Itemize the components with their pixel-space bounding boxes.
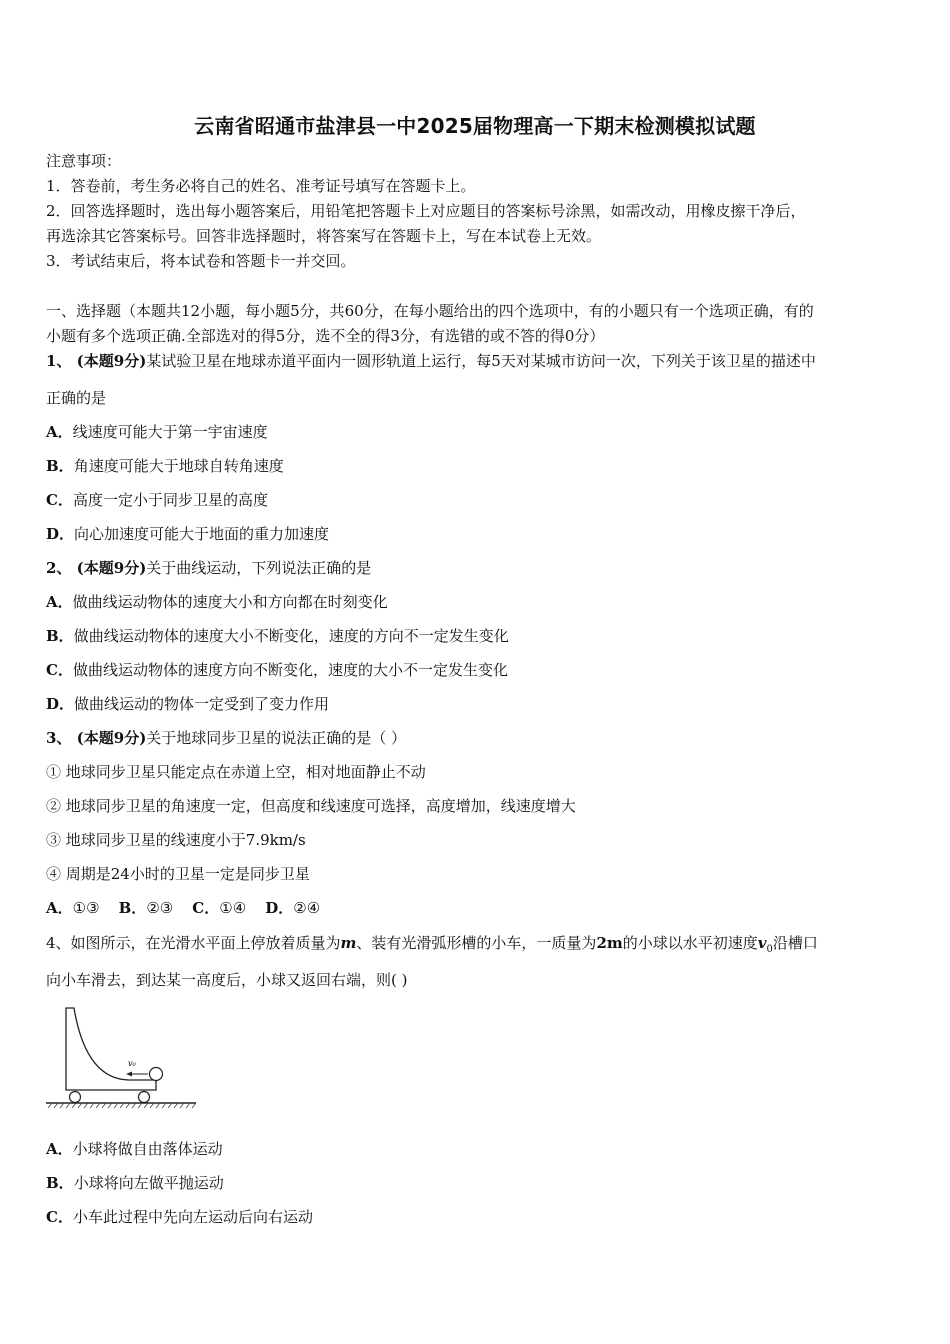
velocity-symbol: v: [757, 934, 767, 952]
option-b: B．小球将向左做平抛运动: [46, 1174, 224, 1192]
question-3-text: 关于地球同步卫星的说法正确的是（ ）: [146, 729, 407, 747]
question-2-prefix: 2、 (本题9分): [46, 559, 147, 577]
option-c: C．高度一定小于同步卫星的高度: [46, 491, 268, 509]
option-a: A．做曲线运动物体的速度大小和方向都在时刻变化: [46, 593, 388, 611]
notes-heading: 注意事项：: [46, 152, 122, 170]
mass-2m: 2m: [596, 934, 623, 952]
section-heading-cont: 小题有多个选项正确.全部选对的得5分，选不全的得3分，有选错的或不答的得0分）: [46, 327, 605, 345]
option-a: A．小球将做自由落体运动: [46, 1140, 223, 1158]
question-3: [46, 728, 908, 748]
velocity-subscript: 0: [766, 944, 773, 955]
question-2-text: 关于曲线运动，下列说法正确的是: [146, 559, 372, 577]
option-d: D．做曲线运动的物体一定受到了变力作用: [46, 695, 330, 713]
note-item: 1．答卷前，考生务必将自己的姓名、准考证号填写在答题卡上。: [46, 177, 476, 195]
question-1-prefix: 1、 (本题9分): [46, 352, 147, 370]
option-c: C．做曲线运动物体的速度方向不断变化，速度的大小不一定发生变化: [46, 661, 508, 679]
question-2: [46, 558, 908, 578]
question-3-choices: A．①③ B．②③ C．①④ D．②④: [46, 899, 321, 917]
question-1-text-cont: 正确的是: [46, 389, 107, 407]
option-c: C．小车此过程中先向左运动后向右运动: [46, 1208, 313, 1226]
option-b: B．做曲线运动物体的速度大小不断变化，速度的方向不一定发生变化: [46, 627, 509, 645]
velocity-label: v₀: [128, 1059, 136, 1068]
cart-figure: [44, 1000, 204, 1114]
section-heading: 一、选择题（本题共12小题，每小题5分，共60分，在每小题给出的四个选项中，有的小题只有一个选项正确，有的: [46, 302, 814, 320]
question-1: [46, 351, 908, 371]
question-4-text-cont: 向小车滑去，到达某一高度后，小球又返回右端，则( ): [46, 971, 408, 989]
cart-diagram: [44, 1000, 204, 1110]
question-3-prefix: 3、 (本题9分): [46, 729, 147, 747]
statement-3: ③ 地球同步卫星的线速度小于7.9km/s: [46, 831, 306, 849]
statement-1: ① 地球同步卫星只能定点在赤道上空，相对地面静止不动: [46, 763, 426, 781]
note-item: 2．回答选择题时，选出每小题答案后，用铅笔把答题卡上对应题目的答案标号涂黑，如需改动，用橡皮擦干净后，: [46, 202, 806, 220]
question-1-text: 某试验卫星在地球赤道平面内一圆形轨道上运行，每5天对某城市访问一次，下列关于该卫星的描述中: [146, 352, 816, 370]
statement-4: ④ 周期是24小时的卫星一定是同步卫星: [46, 865, 310, 883]
option-a: A．线速度可能大于第一宇宙速度: [46, 423, 268, 441]
mass-symbol: m: [340, 934, 357, 952]
option-d: D．向心加速度可能大于地面的重力加速度: [46, 525, 330, 543]
option-b: B．角速度可能大于地球自转角速度: [46, 457, 284, 475]
note-item: 3．考试结束后，将本试卷和答题卡一并交回。: [46, 252, 356, 270]
statement-2: ② 地球同步卫星的角速度一定，但高度和线速度可选择，高度增加，线速度增大: [46, 797, 576, 815]
note-item: 再选涂其它答案标号。回答非选择题时，将答案写在答题卡上，写在本试卷上无效。: [46, 227, 602, 245]
page-title: 云南省昭通市盐津县一中2025届物理高一下期末检测模拟试题: [194, 114, 756, 138]
question-4: 4、如图所示，在光滑水平面上停放着质量为m、装有光滑弧形槽的小车，一质量为2m的小球以水平初速度$v_0$沿槽口: [46, 934, 818, 955]
